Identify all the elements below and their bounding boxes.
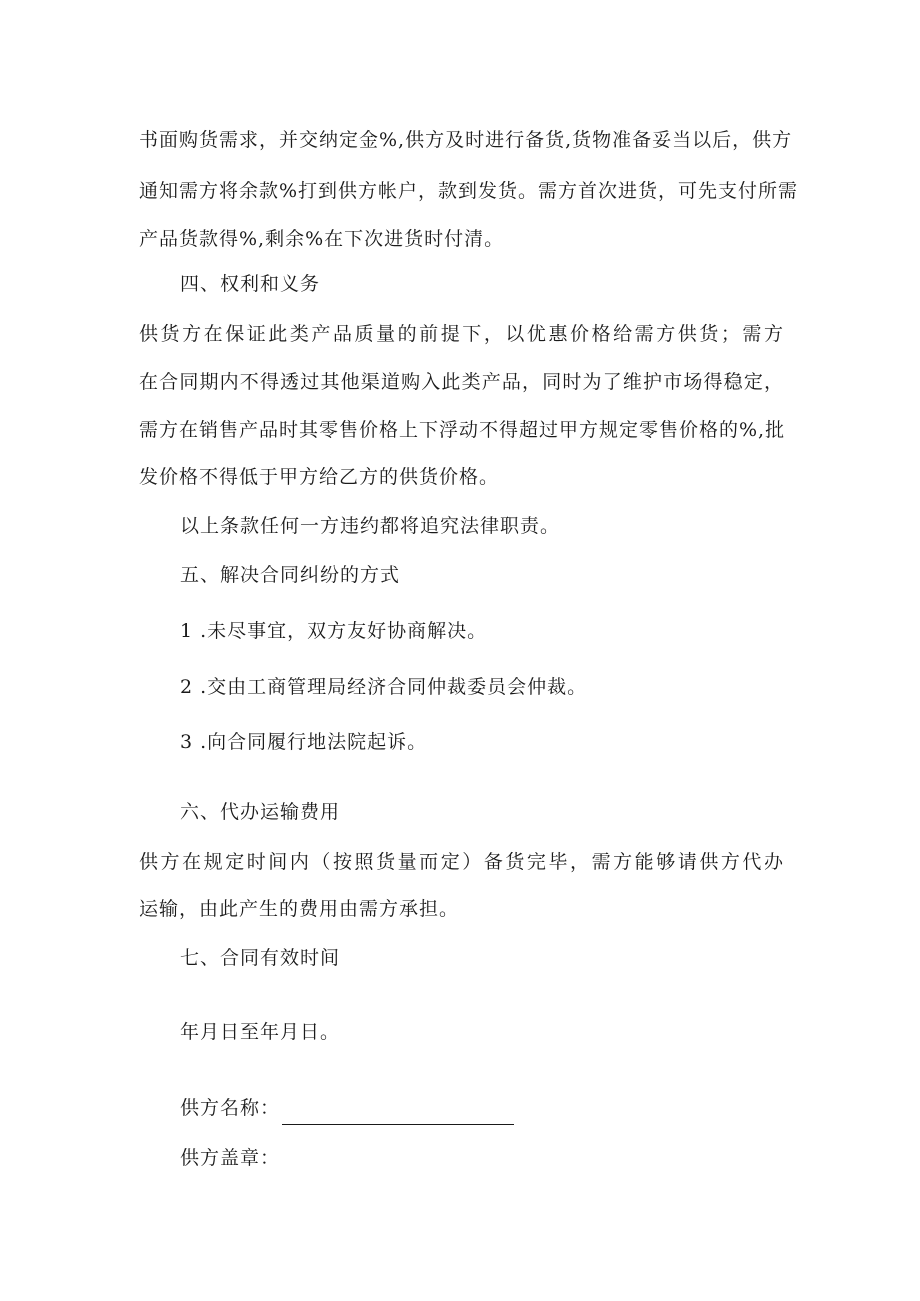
supplier-name-blank-line [282, 1124, 514, 1125]
section-6-paragraph-line-2: 运输，由此产生的费用由需方承担。 [139, 898, 460, 920]
section-4-paragraph-line-3: 需方在销售产品时其零售价格上下浮动不得超过甲方规定零售价格的%,批 [139, 419, 786, 441]
section-5-item-3: 3 .向合同履行地法院起诉。 [180, 731, 428, 753]
section-6-heading: 六、代办运输费用 [180, 801, 341, 823]
payment-paragraph-line-2: 通知需方将余款%打到供方帐户，款到发货。需方首次进货，可先支付所需 [139, 180, 799, 202]
section-4-paragraph-line-1: 供货方在保证此类产品质量的前提下，以优惠价格给需方供货；需方 [139, 323, 784, 345]
contract-date-range: 年月日至年月日。 [180, 1021, 341, 1043]
section-4-heading: 四、权利和义务 [180, 273, 321, 295]
payment-paragraph-line-3: 产品货款得%,剩余%在下次进货时付清。 [139, 228, 505, 250]
supplier-name-label: 供方名称： [180, 1097, 281, 1119]
section-5-heading: 五、解决合同纠纷的方式 [180, 564, 401, 586]
section-5-item-2: 2 .交由工商管理局经济合同仲裁委员会仲裁。 [180, 676, 588, 698]
section-6-paragraph-line-1: 供方在规定时间内（按照货量而定）备货完毕，需方能够请供方代办 [139, 851, 784, 873]
section-7-heading: 七、合同有效时间 [180, 947, 341, 969]
supplier-seal-label: 供方盖章： [180, 1147, 281, 1169]
section-4-paragraph-line-2: 在合同期内不得透过其他渠道购入此类产品，同时为了维护市场得稳定， [139, 371, 784, 393]
payment-paragraph-line-1: 书面购货需求，并交纳定金%,供方及时进行备货,货物准备妥当以后，供方 [139, 129, 793, 151]
section-5-item-1: 1 .未尽事宜，双方友好协商解决。 [180, 620, 488, 642]
section-4-paragraph-line-4: 发价格不得低于甲方给乙方的供货价格。 [139, 466, 500, 488]
liability-statement: 以上条款任何一方违约都将追究法律职责。 [180, 515, 561, 537]
